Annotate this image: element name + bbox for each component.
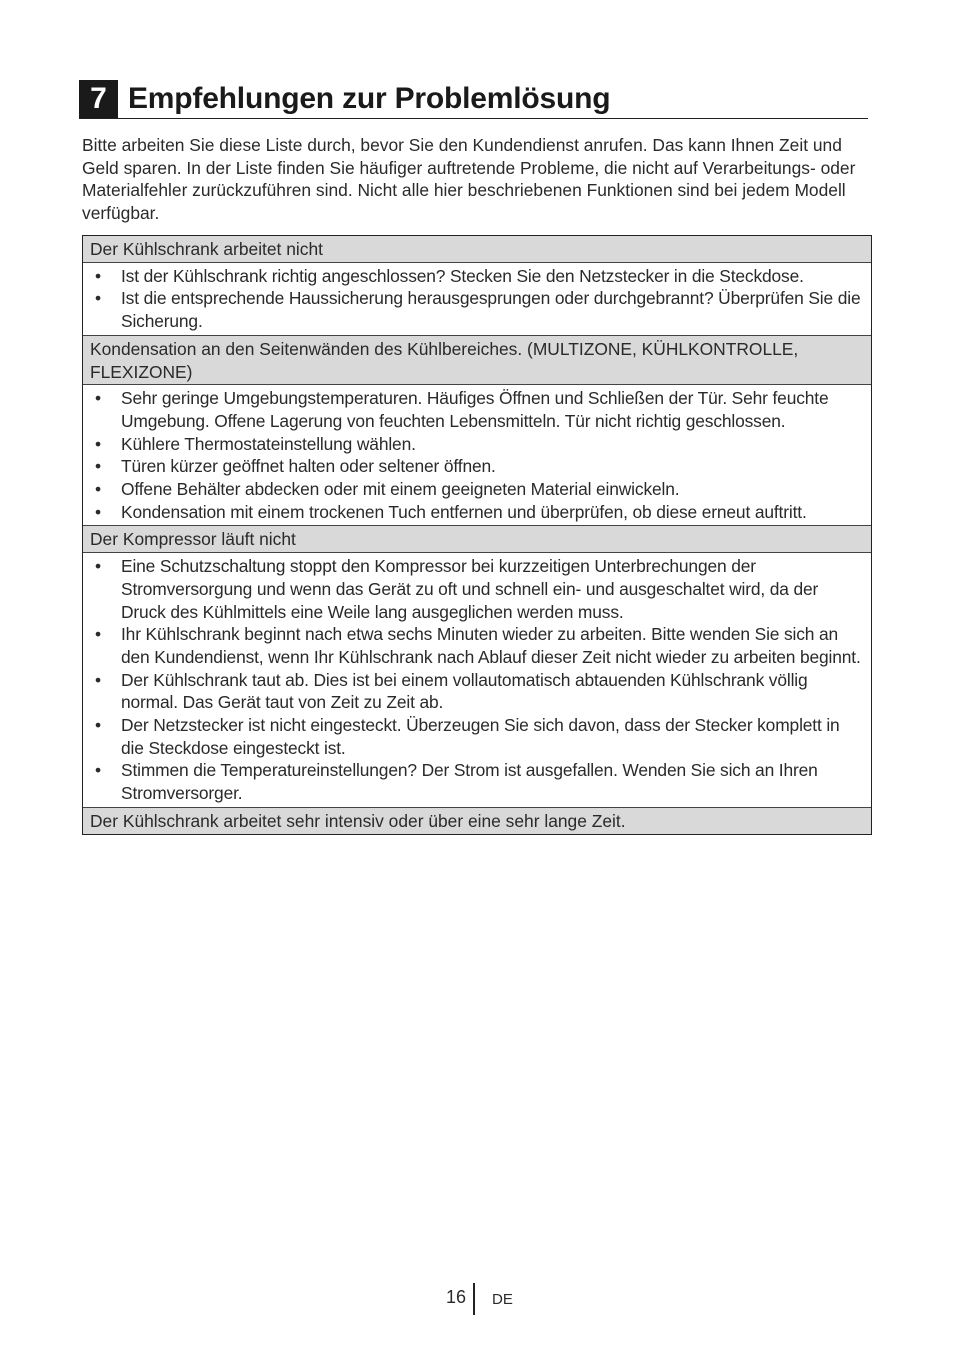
problem-solutions — [83, 553, 871, 808]
list-item — [90, 455, 864, 478]
footer-divider — [473, 1283, 475, 1315]
bullet-icon: • — [95, 265, 101, 286]
list-item — [90, 478, 864, 501]
page-footer — [0, 1283, 954, 1315]
page-number: 16 — [445, 1287, 466, 1307]
list-item — [90, 387, 864, 432]
language-code: DE — [492, 1291, 513, 1308]
list-item — [90, 265, 864, 288]
bullet-icon: • — [95, 501, 101, 522]
problem-title: Der Kompressor läuft nicht — [83, 526, 871, 553]
list-item — [90, 714, 864, 759]
list-item — [90, 287, 864, 332]
solution-text: Der Netzstecker ist nicht eingesteckt. Überzeugen Sie sich davon, dass der Stecker komplett in die Steckdose eingesteckt ist. — [121, 715, 840, 758]
chapter-heading — [79, 80, 868, 119]
bullet-icon: • — [95, 669, 101, 690]
solution-text: Eine Schutzschaltung stoppt den Kompressor bei kurzzeitigen Unterbrechungen der Stromversorgung und wenn das Gerät zu oft und schnell ein- und ausgeschaltet wird, da der Druck des Kühlmittels eine Weile lang ausgeglichen werden muss. — [121, 556, 819, 622]
list-item — [90, 433, 864, 456]
bullet-icon: • — [95, 479, 101, 500]
solution-text: Stimmen die Temperatureinstellungen? Der Strom ist ausgefallen. Wenden Sie sich an Ihren Stromversorger. — [121, 760, 818, 804]
list-item — [90, 759, 864, 804]
solution-text: Türen kürzer geöffnet halten oder seltener öffnen. — [121, 456, 496, 477]
solution-text: Ist der Kühlschrank richtig angeschlossen? Stecken Sie den Netzstecker in die Steckdose. — [121, 265, 804, 286]
bullet-icon: • — [95, 624, 101, 645]
problem-title: Der Kühlschrank arbeitet nicht — [83, 236, 871, 263]
bullet-icon: • — [95, 556, 101, 577]
chapter-number: 7 — [79, 80, 118, 118]
problem-title: Der Kühlschrank arbeitet sehr intensiv oder über eine sehr lange Zeit. — [83, 808, 871, 834]
list-item — [90, 669, 864, 714]
intro-paragraph: Bitte arbeiten Sie diese Liste durch, bevor Sie den Kundendienst anrufen. Das kann Ihnen Zeit und Geld sparen. In der Liste finden Sie häufiger auftretende Probleme, die nicht auf Verarbeitungs- oder Materialfehler zurückzuführen sind. Nicht alle hier beschriebenen Funktionen sind bei jedem Modell verfügbar. — [82, 135, 856, 224]
solution-text: Kondensation mit einem trockenen Tuch entfernen und überprüfen, ob diese erneut auftritt. — [121, 501, 807, 522]
bullet-icon: • — [95, 288, 101, 309]
problem-title: Kondensation an den Seitenwänden des Kühlbereiches. (MULTIZONE, KÜHLKONTROLLE, FLEXIZONE) — [83, 336, 871, 385]
solution-text: Der Kühlschrank taut ab. Dies ist bei einem vollautomatisch abtauenden Kühlschrank völlig normal. Das Gerät taut von Zeit zu Zeit ab. — [121, 669, 808, 713]
solution-text: Ihr Kühlschrank beginnt nach etwa sechs Minuten wieder zu arbeiten. Bitte wenden Sie sich an den Kundendienst, wenn Ihr Kühlschrank nach Ablauf dieser Zeit nicht wieder zu arbeiten beginnt. — [121, 624, 861, 667]
list-item — [90, 623, 864, 668]
bullet-icon: • — [95, 715, 101, 736]
bullet-icon: • — [95, 388, 101, 409]
solution-text: Ist die entsprechende Haussicherung herausgesprungen oder durchgebrannt? Überprüfen Sie die Sicherung. — [121, 288, 861, 332]
problem-solutions — [83, 263, 871, 336]
chapter-title: Empfehlungen zur Problemlösung — [128, 82, 611, 115]
bullet-icon: • — [95, 433, 101, 454]
troubleshooting-table — [82, 235, 872, 835]
solution-text: Sehr geringe Umgebungstemperaturen. Häufiges Öffnen und Schließen der Tür. Sehr feuchte Umgebung. Offene Lagerung von feuchten Lebensmitteln. Tür nicht richtig geschlossen. — [121, 388, 829, 431]
problem-solutions — [83, 385, 871, 526]
bullet-icon: • — [95, 456, 101, 477]
solution-text: Offene Behälter abdecken oder mit einem geeigneten Material einwickeln. — [121, 479, 680, 500]
solution-text: Kühlere Thermostateinstellung wählen. — [121, 433, 416, 454]
list-item — [90, 501, 864, 524]
list-item — [90, 555, 864, 623]
bullet-icon: • — [95, 760, 101, 781]
